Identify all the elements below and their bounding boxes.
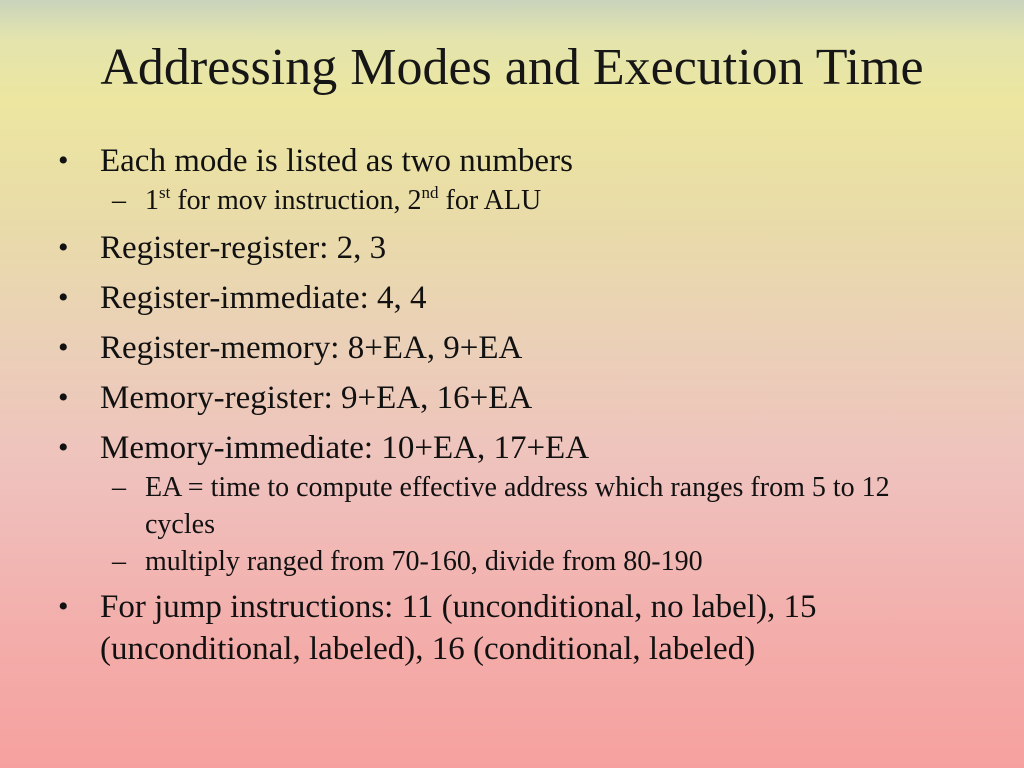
bullet-item-memory-immediate: • Memory-immediate: 10+EA, 17+EA (0, 427, 1024, 469)
ordinal-first-suffix: st (159, 183, 171, 202)
bullet-item-register-immediate: • Register-immediate: 4, 4 (0, 277, 1024, 319)
ordinal-second-suffix: nd (421, 183, 439, 202)
slide-title: Addressing Modes and Execution Time (100, 39, 924, 96)
bullet-item-mode-listing: • Each mode is listed as two numbers (0, 140, 1024, 182)
sub-item-ea-definition: – EA = time to compute effective address which ranges from 5 to 12 cycles (0, 469, 1024, 543)
sub-item-mov-alu (0, 182, 1024, 219)
ordinal-tail-text: for ALU (438, 185, 542, 216)
bullet-list (0, 140, 1024, 670)
bullet-item-memory-register: • Memory-register: 9+EA, 16+EA (0, 377, 1024, 419)
sub-item-multiply-divide: – multiply ranged from 70-160, divide from 80-190 (0, 543, 1024, 580)
bullet-item-register-memory: • Register-memory: 8+EA, 9+EA (0, 327, 1024, 369)
bullet-item-jump-instructions: • For jump instructions: 11 (unconditional, no label), 15 (unconditional, labeled), 16 (conditional, labeled) (0, 586, 1024, 670)
ordinal-middle-text: for mov instruction, 2 (170, 185, 422, 216)
ordinal-first-number: 1 (145, 185, 159, 216)
bullet-item-register-register: • Register-register: 2, 3 (0, 227, 1024, 269)
